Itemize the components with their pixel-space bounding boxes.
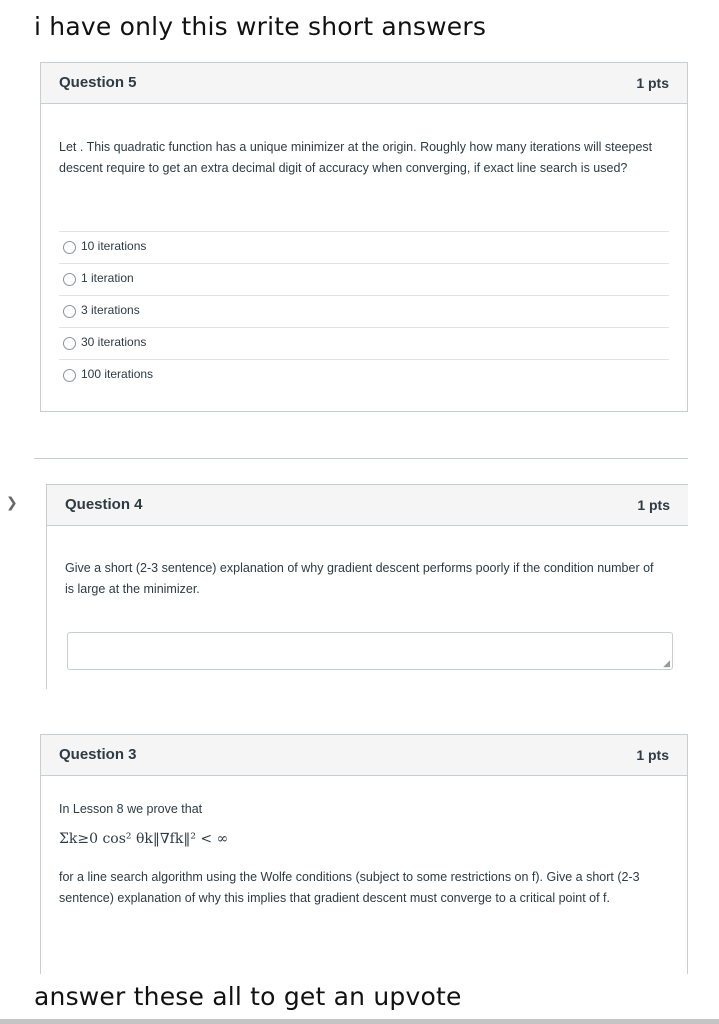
question-3-card bbox=[40, 734, 688, 974]
math-formula: Σk≥0 cos² θk‖∇fk‖² < ∞ bbox=[59, 831, 229, 847]
bottom-caption: answer these all to get an upvote bbox=[34, 982, 462, 1011]
radio-button-icon[interactable] bbox=[63, 305, 76, 318]
answer-option[interactable] bbox=[59, 327, 669, 359]
answer-list bbox=[59, 231, 669, 391]
question-header bbox=[41, 63, 687, 104]
question-header bbox=[47, 485, 688, 526]
answer-label[interactable]: 30 iterations bbox=[81, 335, 147, 349]
top-caption: i have only this write short answers bbox=[34, 12, 487, 41]
question-points: 1 pts bbox=[637, 497, 670, 513]
question-points: 1 pts bbox=[636, 747, 669, 763]
answer-label[interactable]: 1 iteration bbox=[81, 271, 134, 285]
question-title: Question 3 bbox=[59, 746, 137, 763]
radio-button-icon[interactable] bbox=[63, 273, 76, 286]
answer-label[interactable]: 100 iterations bbox=[81, 367, 154, 381]
bottom-shadow bbox=[0, 1019, 719, 1024]
answer-option[interactable] bbox=[59, 231, 669, 263]
radio-button-icon[interactable] bbox=[63, 337, 76, 350]
question-text: Give a short (2-3 sentence) explanation of why gradient descent performs poorly if the condition number of is large at the minimizer. bbox=[65, 561, 654, 596]
question-title: Question 4 bbox=[65, 496, 143, 513]
question-5-card bbox=[40, 62, 688, 412]
question-header bbox=[41, 735, 687, 776]
question-text: Let . This quadratic function has a unique minimizer at the origin. Roughly how many iterations will steepest descent require to get an extra decimal digit of accuracy when converging, if exact line search is used? bbox=[59, 140, 653, 175]
radio-button-icon[interactable] bbox=[63, 369, 76, 382]
answer-option[interactable] bbox=[59, 359, 669, 391]
radio-button-icon[interactable] bbox=[63, 241, 76, 254]
resize-handle-icon[interactable]: ◢ bbox=[663, 658, 670, 668]
answer-label[interactable]: 3 iterations bbox=[81, 303, 140, 317]
section-divider bbox=[34, 458, 688, 459]
chevron-right-icon[interactable]: ❯ bbox=[6, 494, 18, 510]
question-4-card bbox=[46, 484, 688, 689]
question-points: 1 pts bbox=[636, 75, 669, 91]
question-title: Question 5 bbox=[59, 74, 137, 91]
answer-label[interactable]: 10 iterations bbox=[81, 239, 147, 253]
answer-option[interactable] bbox=[59, 295, 669, 327]
question-intro: In Lesson 8 we prove that bbox=[59, 802, 203, 816]
question-text: for a line search algorithm using the Wolfe conditions (subject to some restrictions on f). Give a short (2-3 sentence) explanation of why this implies that gradient descent must converge to a critical point of f. bbox=[59, 870, 640, 905]
essay-answer-input[interactable] bbox=[67, 632, 673, 670]
answer-option[interactable] bbox=[59, 263, 669, 295]
